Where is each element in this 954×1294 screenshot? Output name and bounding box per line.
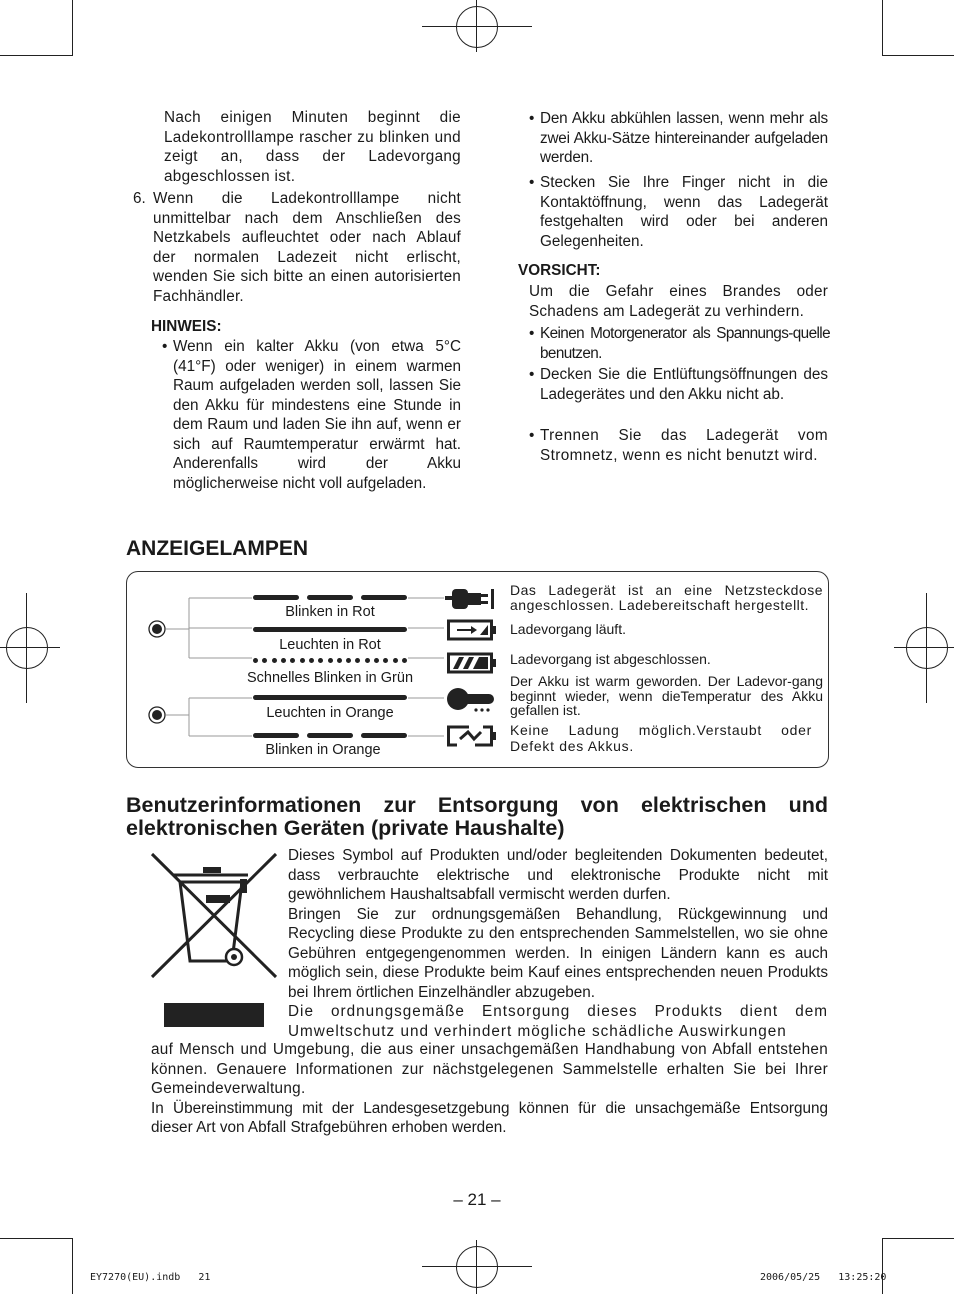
battery-charging-icon	[447, 618, 497, 642]
crossed-out-wheelie-bin-icon	[148, 851, 280, 1031]
crop-mark	[422, 26, 532, 27]
bullet-dot: •	[529, 110, 535, 127]
registration-mark	[456, 6, 498, 48]
disposal-para-1: Dieses Symbol auf Produkten und/oder begleitenden Dokumenten bedeutet, dass verbrauchte elektrische und elektronische Produkte nicht mit gewöhnlichem Haushaltsabfall vermischt werden durfen.	[288, 847, 828, 903]
battery-full-icon	[447, 651, 497, 675]
indicator-label-fast-green: Schnelles Blinken in Grün	[246, 670, 414, 686]
crop-mark	[926, 593, 927, 703]
battery-defect-icon	[447, 724, 497, 748]
indicator-label-blink-red: Blinken in Rot	[285, 604, 375, 620]
charge-complete-paragraph: Nach einigen Minuten beginnt die Ladekontrolllampe rascher zu blinken und zeigt an, dass der Ladevorgang abgeschlossen ist.	[164, 109, 461, 185]
steady-bar	[253, 695, 407, 700]
disposal-para-4: In Übereinstimmung mit der Landesgesetzgebung können für die unsachgemäße Entsorgung dieser Art von Abfall Strafgebühren erhoben werden.	[151, 1099, 828, 1136]
indicator-desc-defect: Keine Ladung möglich.Verstaubt oder Defekt des Akkus.	[510, 722, 812, 754]
crop-mark	[72, 1238, 73, 1294]
generator-bullet: Keinen Motorgenerator als Spannungs-quelle benutzen.	[540, 325, 830, 362]
crop-mark	[882, 1238, 883, 1294]
crop-mark	[882, 55, 954, 56]
list-item-6: Wenn die Ladekontrolllampe nicht unmittelbar nach dem Anschließen des Netzkabels aufleuchtet oder nach Ablauf der normalen Ladezeit nicht erlischt, wenden Sie sich bitte an einen autorisierten Fachhändler.	[153, 190, 461, 305]
blink-dash	[307, 733, 353, 738]
bullet-dot: •	[162, 338, 168, 355]
disposal-para-3b: auf Mensch und Umgebung, die aus einer unsachgemäßen Handhabung von Abfall entstehen können. Genauere Informationen zur nächstgelegenen Sammelstelle erhalten Sie bei Ihrer Gemeindeverwaltung.	[151, 1041, 828, 1097]
registration-mark	[456, 1246, 498, 1288]
section-heading: ANZEIGELAMPEN	[126, 537, 309, 560]
crop-mark	[894, 647, 954, 648]
indicator-desc-charging: Ladevorgang läuft.	[510, 621, 626, 637]
crop-mark	[26, 593, 27, 703]
blink-dash	[253, 733, 299, 738]
vents-bullet: Decken Sie die Entlüftungsöffnungen des Ladegerätes und den Akku nicht ab.	[540, 366, 828, 403]
blink-dash	[253, 595, 299, 600]
registration-mark	[6, 627, 48, 669]
bullet-dot: •	[529, 366, 535, 383]
crop-mark	[476, 0, 477, 52]
plug-icon	[445, 585, 495, 613]
crop-mark	[476, 1240, 477, 1294]
indicator-desc-complete: Ladevorgang ist abgeschlossen.	[510, 651, 711, 667]
footer-timestamp: 2006/05/25 13:25:20	[760, 1272, 887, 1283]
indicator-label-steady-red: Leuchten in Rot	[279, 637, 381, 653]
fast-blink-dots	[253, 658, 407, 663]
vorsicht-text: Um die Gefahr eines Brandes oder Schadens am Ladegerät zu verhindern.	[529, 283, 828, 320]
finger-bullet: Stecken Sie Ihre Finger nicht in die Kontaktöffnung, wenn das Ladegerät festgehalten wird oder bei anderen Gelegenheiten.	[540, 174, 828, 250]
crop-mark	[0, 1238, 72, 1239]
thermometer-icon	[446, 685, 498, 715]
cooling-bullet: Den Akku abkühlen lassen, wenn mehr als zwei Akku-Sätze hintereinander aufgeladen werden.	[540, 110, 828, 166]
disposal-text	[288, 846, 828, 1041]
indicator-desc-ready: Das Ladegerät ist an eine Netzsteckdose angeschlossen. Ladebereitschaft hergestellt.	[510, 582, 823, 613]
blink-dash	[307, 595, 353, 600]
crop-mark	[0, 647, 60, 648]
crop-mark	[882, 1238, 954, 1239]
disposal-para-3a: Die ordnungsgemäße Entsorgung dieses Produkts dient dem Umweltschutz und verhindert mögliche schädliche Auswirkungen	[288, 1003, 828, 1040]
bullet-dot: •	[529, 325, 535, 342]
vorsicht-label: VORSICHT:	[518, 262, 601, 279]
indicator-label-blink-orange: Blinken in Orange	[265, 742, 381, 758]
list-number: 6.	[133, 190, 146, 207]
disposal-text-full	[151, 1040, 828, 1138]
blink-dash	[361, 595, 407, 600]
crop-mark	[422, 1266, 532, 1267]
footer-file: EY7270(EU).indb 21	[90, 1272, 211, 1283]
crop-mark	[72, 0, 73, 56]
disposal-para-2: Bringen Sie zur ordnungsgemäßen Behandlung, Rückgewinnung und Recycling diese Produkte zu den entsprechenden Sammelstellen, wo sie ohne Gebühren entgegengenommen werden. In einigen Ländern kann es auch möglich sein, diese Produkte beim Kauf eines entsprechenden neuen Produkts bei Ihrem örtlichen Einzelhändler abzugeben.	[288, 905, 828, 1001]
bullet-dot: •	[529, 174, 535, 191]
crop-mark	[882, 0, 883, 56]
blink-dash	[361, 733, 407, 738]
registration-mark	[906, 627, 948, 669]
steady-bar	[253, 627, 407, 632]
unplug-bullet: Trennen Sie das Ladegerät vom Stromnetz, wenn es nicht benutzt wird.	[540, 427, 828, 464]
indicator-desc-warm: Der Akku ist warm geworden. Der Ladevor-gang beginnt wieder, wenn dieTemperatur des Akku gefallen ist.	[510, 673, 823, 718]
page-number: – 21 –	[453, 1190, 501, 1209]
led-top	[149, 621, 165, 637]
hinweis-label: HINWEIS:	[151, 318, 222, 335]
bullet-dot: •	[529, 427, 535, 444]
hinweis-bullet: Wenn ein kalter Akku (von etwa 5°C (41°F) oder weniger) in einem warmen Raum aufgeladen werden soll, lassen Sie den Akku für mindestens eine Stunde in dem Raum und laden Sie ihn auf, wenn er sich auf Raumtemperatur erwärmt hat. Anderenfalls wird der Akku möglicherweise nicht voll aufgeladen.	[173, 338, 461, 492]
disposal-heading: Benutzerinformationen zur Entsorgung von elektrischen und elektronischen Geräten (private Haushalte)	[126, 793, 828, 840]
indicator-label-steady-orange: Leuchten in Orange	[266, 705, 394, 721]
led-bottom	[149, 707, 165, 723]
crop-mark	[0, 55, 72, 56]
